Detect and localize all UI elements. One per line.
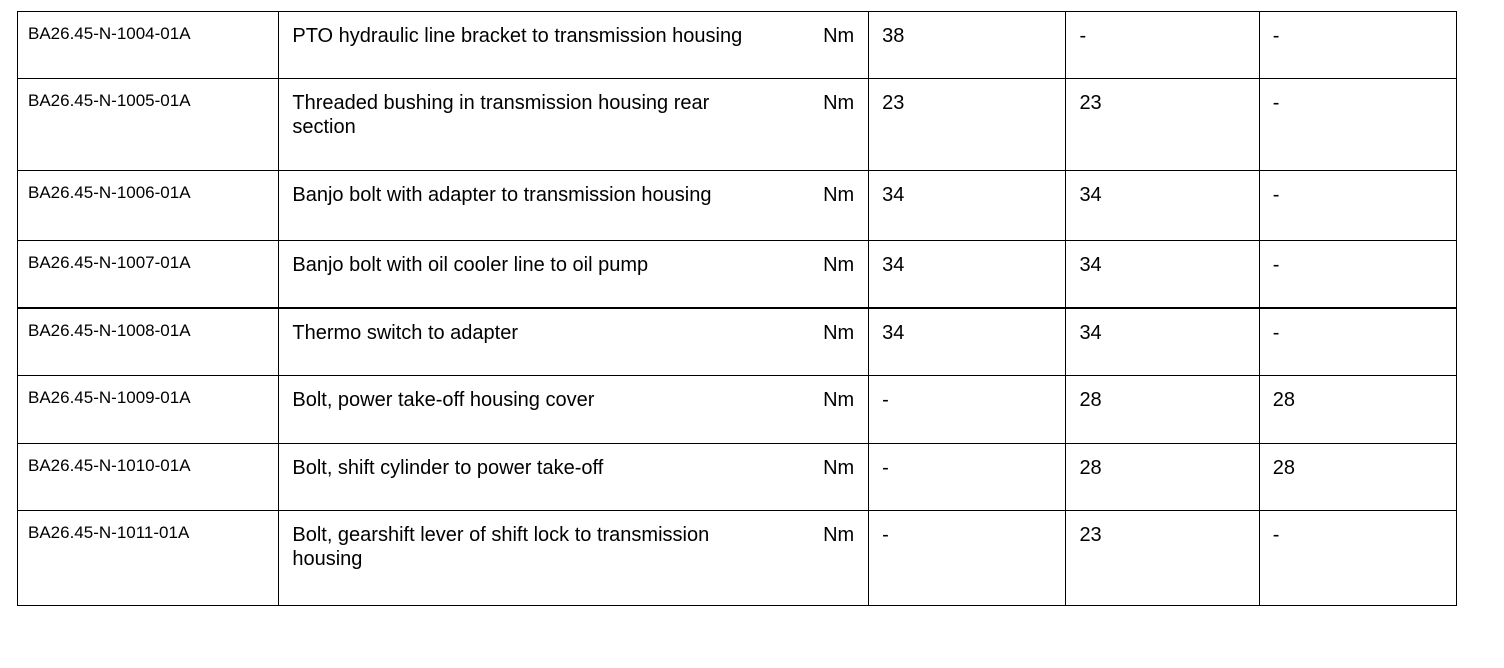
value-cell-2: 23 xyxy=(1066,79,1259,171)
description-text: Bolt, gearshift lever of shift lock to transmission housing xyxy=(292,524,710,570)
torque-code-cell: BA26.45-N-1006-01A xyxy=(18,171,279,241)
unit-label: Nm xyxy=(823,184,855,206)
description-text: Banjo bolt with oil cooler line to oil pump xyxy=(292,254,649,276)
torque-code-cell: BA26.45-N-1010-01A xyxy=(18,444,279,511)
table-row xyxy=(18,79,1457,171)
value-cell-1: 23 xyxy=(869,79,1066,171)
table-row xyxy=(18,444,1457,511)
value-cell-3: - xyxy=(1259,79,1456,171)
torque-code-cell: BA26.45-N-1008-01A xyxy=(18,308,279,376)
table-row xyxy=(18,171,1457,241)
description-cell xyxy=(279,444,869,511)
description-text: Threaded bushing in transmission housing rear section xyxy=(292,92,710,138)
description-cell xyxy=(279,79,869,171)
value-cell-1: 38 xyxy=(869,12,1066,79)
value-cell-1: - xyxy=(869,511,1066,606)
torque-code-cell: BA26.45-N-1004-01A xyxy=(18,12,279,79)
unit-label: Nm xyxy=(823,254,855,276)
table-row xyxy=(18,511,1457,606)
value-cell-2: 23 xyxy=(1066,511,1259,606)
torque-table xyxy=(17,11,1457,606)
table-row xyxy=(18,241,1457,308)
description-text: Bolt, power take-off housing cover xyxy=(292,389,595,411)
value-cell-2: 28 xyxy=(1066,376,1259,444)
value-cell-1: - xyxy=(869,376,1066,444)
unit-label: Nm xyxy=(823,25,855,47)
description-cell xyxy=(279,12,869,79)
value-cell-3: - xyxy=(1259,171,1456,241)
description-cell xyxy=(279,241,869,308)
table-row xyxy=(18,376,1457,444)
unit-label: Nm xyxy=(823,389,855,411)
unit-label: Nm xyxy=(823,524,855,546)
value-cell-2: 28 xyxy=(1066,444,1259,511)
unit-label: Nm xyxy=(823,92,855,114)
description-cell xyxy=(279,308,869,376)
value-cell-2: 34 xyxy=(1066,171,1259,241)
unit-label: Nm xyxy=(823,457,855,479)
description-cell xyxy=(279,376,869,444)
table-row xyxy=(18,12,1457,79)
description-cell xyxy=(279,511,869,606)
torque-code-cell: BA26.45-N-1009-01A xyxy=(18,376,279,444)
table-row xyxy=(18,308,1457,376)
unit-label: Nm xyxy=(823,321,855,344)
value-cell-2: 34 xyxy=(1066,241,1259,308)
value-cell-3: - xyxy=(1259,511,1456,606)
torque-code-cell: BA26.45-N-1005-01A xyxy=(18,79,279,171)
description-text: Thermo switch to adapter xyxy=(292,321,519,344)
value-cell-2: 34 xyxy=(1066,308,1259,376)
value-cell-3: - xyxy=(1259,12,1456,79)
description-text: Bolt, shift cylinder to power take-off xyxy=(292,457,604,479)
value-cell-3: 28 xyxy=(1259,376,1456,444)
description-text: PTO hydraulic line bracket to transmission housing xyxy=(292,25,743,47)
value-cell-3: 28 xyxy=(1259,444,1456,511)
value-cell-1: 34 xyxy=(869,241,1066,308)
value-cell-3: - xyxy=(1259,241,1456,308)
value-cell-1: 34 xyxy=(869,171,1066,241)
value-cell-1: 34 xyxy=(869,308,1066,376)
value-cell-3: - xyxy=(1259,308,1456,376)
description-text: Banjo bolt with adapter to transmission housing xyxy=(292,184,712,206)
torque-code-cell: BA26.45-N-1011-01A xyxy=(18,511,279,606)
value-cell-1: - xyxy=(869,444,1066,511)
description-cell xyxy=(279,171,869,241)
torque-code-cell: BA26.45-N-1007-01A xyxy=(18,241,279,308)
value-cell-2: - xyxy=(1066,12,1259,79)
